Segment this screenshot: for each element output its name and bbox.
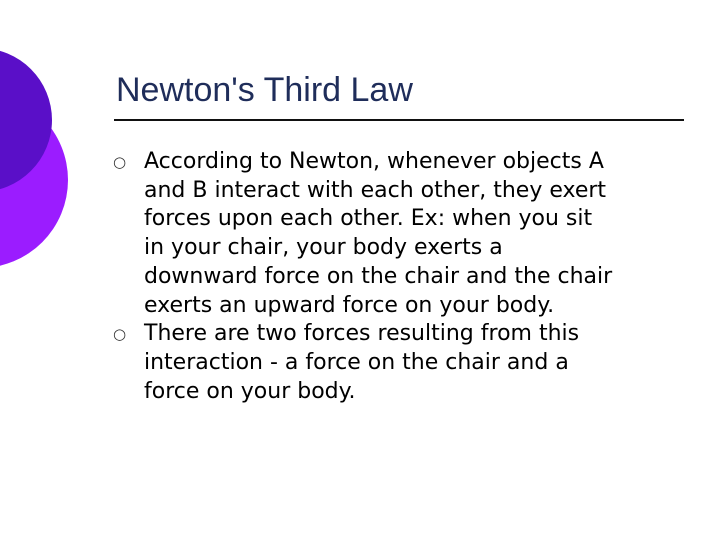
hollow-circle-bullet-icon: ○	[113, 153, 127, 171]
bullet-line: force on your body.	[144, 378, 356, 404]
hollow-circle-bullet-icon: ○	[113, 325, 127, 344]
bullet-item	[113, 320, 697, 406]
bullet-item	[113, 148, 697, 320]
bullet-line: exerts an upward force on your body.	[144, 292, 555, 318]
bullet-list	[113, 148, 697, 406]
decorative-circles	[0, 0, 120, 300]
bullet-line: interaction - a force on the chair and a	[144, 349, 569, 375]
slide-title: Newton's Third Law	[116, 71, 413, 109]
bullet-line: in your chair, your body exerts a	[144, 235, 503, 261]
bullet-line: downward force on the chair and the chair	[144, 263, 613, 289]
bullet-line: According to Newton, whenever objects A	[144, 149, 604, 174]
bullet-line: forces upon each other. Ex: when you sit	[144, 206, 593, 232]
title-divider	[114, 119, 684, 121]
bullet-line: There are two forces resulting from this	[144, 321, 580, 347]
bullet-line: and B interact with each other, they exert	[144, 177, 607, 203]
